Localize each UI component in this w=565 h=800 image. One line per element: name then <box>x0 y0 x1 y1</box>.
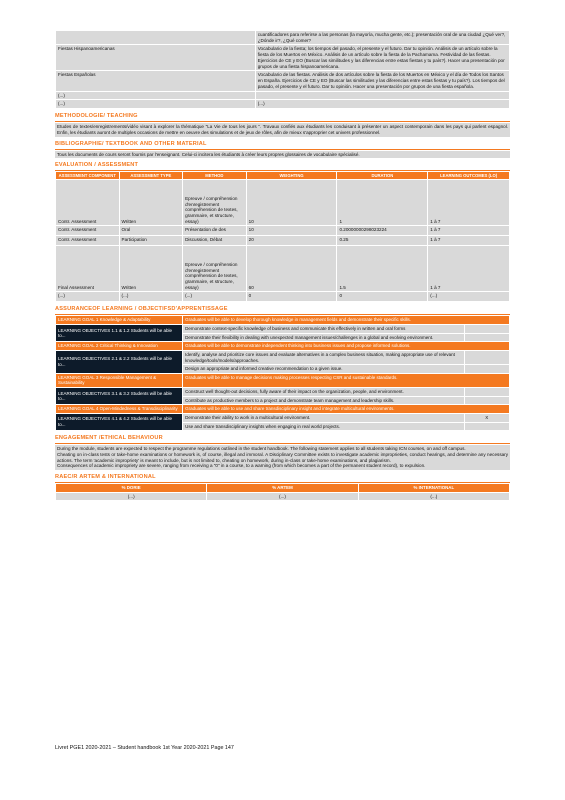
goal-row <box>56 342 510 351</box>
objective-item: Demonstrate their flexibility in dealing with unexpected management issues/challenges in a global and evolving environment. <box>183 333 464 342</box>
content-topic: Fiestas Españolas <box>56 71 256 91</box>
rac-header-international: % INTERNATIONAL <box>358 484 509 493</box>
eval-cell-method: Discussion, Débat <box>183 236 247 246</box>
content-description: Vocabulario de la fiesta; los tiempos del pasado, el presente y el futuro. Dar tu opinión. Análisis de un artículo sobre la fiesta de los Muertos en México. Análisis de un artículo sobre la fiesta de la Pachamama. Festividad de las fiestas. Ejercicios de CE y EO (Buscar las similitudes y las diferencias entre estas fiestas y tu país?). Hacer una presentación por grupos de una fiesta hispanoamericana. <box>255 45 509 71</box>
evaluation-table <box>55 171 510 302</box>
eval-cell-lo: 1 à 7 <box>428 246 510 292</box>
methodology-text: Etudes de textes/enregistrements/vidéo visant à explorer la thématique "La Vie de tous les jours ". Travaux confiés aux étudiants les conduisant à présenter un aspect contemporain dans les pays qui parlent espagnol. Enfin, les étudiants auront de multiples occasions de mettre en oeuvre des simulations et de jeux de rôles, afin de mieux s'approprier cet univers professionnel. <box>57 124 508 135</box>
eval-cell-duration: 1.5 <box>337 246 428 292</box>
content-topic: (...) <box>56 91 256 100</box>
objective-item: Design an appropriate and informed creative recommendation to a given issue. <box>183 365 464 374</box>
eval-row <box>56 292 510 302</box>
content-row <box>56 31 510 45</box>
eval-cell-type: (...) <box>119 292 183 302</box>
goal-text: Graduates will be able to develop thorough knowledge in management fields and demonstrate their specific skills. <box>183 316 510 325</box>
eval-row <box>56 236 510 246</box>
page-footer: Livret PGE1 2020-2021 – Student handbook 1st Year 2020-2021 Page 147 <box>55 745 234 751</box>
objective-mark <box>464 396 509 405</box>
eval-cell-weight: 60 <box>246 246 337 292</box>
content-topic: (...) <box>56 100 256 109</box>
goal-row <box>56 316 510 325</box>
objective-mark <box>464 388 509 397</box>
learning-goals-table <box>55 315 510 431</box>
content-description <box>255 91 509 100</box>
eval-cell-duration: 0.25 <box>337 236 428 246</box>
eval-header: LEARNING OUTCOMES (LO) <box>428 172 510 180</box>
content-row <box>56 100 510 109</box>
eval-header: WEIGHTING <box>246 172 337 180</box>
engagement-paragraph: During the module, students are expected to respect the programme regulations outlined in the student handbook. The following statement applies to all students taking ICN courses, on and off campus. <box>57 446 466 452</box>
objective-item: Use and share transdisciplinary insights when engaging in real world projects. <box>183 422 464 431</box>
objective-item: Demonstrate context-specific knowledge of business and communicate this effectively in written and oral forms <box>183 325 464 334</box>
methodology-heading: METHODOLOGIE/ TEACHING <box>55 112 510 122</box>
eval-cell-duration: 0.20000000298023224 <box>337 226 428 236</box>
engagement-paragraph: Consequences of academic impropriety are severe, ranging from receiving a "0" in a course, to a warning (from which becomes a part of the permanent student record), to expulsion. <box>57 463 426 469</box>
eval-cell-duration: 0 <box>337 292 428 302</box>
rac-cell: (...) <box>56 492 207 501</box>
rac-header-artem: % ARTEM <box>207 484 358 493</box>
objective-mark <box>464 422 509 431</box>
eval-cell-type: Written <box>119 180 183 226</box>
content-description: Vocabulario de las fiestas. Análisis de dos artículos sobre la fiesta de los Muertos en México y el día de Todos los Santos en España. Ejercicios de CE y EO (Buscar las similitudes y las diferencias entre estas fiestas y tu país?). Los tiempos del pasado, el presente y el futuro. Dar tu opinión. Hacer una presentación por grupos de una fiesta española. <box>255 71 509 91</box>
content-description: (...) <box>255 100 509 109</box>
eval-cell-component: (...) <box>56 292 120 302</box>
eval-cell-component: Contr. Assessment <box>56 236 120 246</box>
bibliography-text: Tous les documents de cours seront fournis par l'enseignant. Celui-ci incitera les étudiants à créer leurs propres glossaires de vocabulaire spécialisé. <box>55 151 510 159</box>
bibliography-heading: BIBLIOGRAPHIE/ TEXTBOOK AND OTHER MATERIAL <box>55 140 510 150</box>
eval-header: ASSESSMENT COMPONENT <box>56 172 120 180</box>
rac-cell: (...) <box>207 492 358 501</box>
engagement-paragraph: Cheating on in-class tests or take-home examinations or homework is, of course, illegal and immoral. A Disciplinary Committee exists to investigate academic improprieties, conduct hearings, and determine any necessary actions. The term 'academic impropriety' is meant to include, but is not limited to, cheating on homework, during in-class or take-home examinations, and plagiarism. <box>57 451 508 463</box>
content-description: cuantificadores para referirse a las personas (la mayoría, mucha gente, etc.); presentación oral de una ciudad ¿Qué ver?, ¿Dónde ir?, ¿Qué comer? <box>255 31 509 45</box>
goal-row <box>56 405 510 414</box>
objective-mark: X <box>464 413 509 422</box>
rac-header-dorie: % DORIE <box>56 484 207 493</box>
engagement-text <box>55 445 510 470</box>
eval-row <box>56 180 510 226</box>
content-row <box>56 91 510 100</box>
objective-mark <box>464 325 509 334</box>
eval-cell-lo: 1 à 7 <box>428 226 510 236</box>
eval-cell-type: Oral <box>119 226 183 236</box>
eval-cell-component: Contr. Assessment <box>56 180 120 226</box>
eval-cell-duration: 1 <box>337 180 428 226</box>
eval-cell-type: Written <box>119 246 183 292</box>
eval-cell-component: Final Assessment <box>56 246 120 292</box>
eval-cell-weight: 10 <box>246 226 337 236</box>
eval-header: METHOD <box>183 172 247 180</box>
objective-item: Contribute as productive members to a project and demonstrate team management and leadership skills. <box>183 396 464 405</box>
eval-cell-weight: 0 <box>246 292 337 302</box>
evaluation-heading: EVALUATION / ASSESSMENT <box>55 161 510 171</box>
objective-mark <box>464 333 509 342</box>
goal-row <box>56 373 510 387</box>
racartem-table <box>55 483 510 501</box>
objective-label: LEARNING OBJECTIVES 4.1 & 4.2 Students will be able to... <box>56 413 183 430</box>
eval-cell-method: Epreuve / compréhension d'enregistrement compréhension de textes, grammaire, et structure, essay) <box>183 180 247 226</box>
goal-text: Graduates will be able to manage decisions making processes respecting CSR and sustainable standards. <box>183 373 510 387</box>
rac-cell: (...) <box>358 492 509 501</box>
objective-row <box>56 350 510 364</box>
eval-row <box>56 246 510 292</box>
eval-cell-component: Contr. Assessment <box>56 226 120 236</box>
page <box>55 30 510 501</box>
objective-mark <box>464 365 509 374</box>
content-topic: Fiestas Hispanoamericanas <box>56 45 256 71</box>
eval-cell-lo: 1 à 7 <box>428 180 510 226</box>
goal-text: Graduates will be able to demonstrate independent thinking into business issues and propose informed solutions. <box>183 342 510 351</box>
eval-cell-method: Epreuve / compréhension d'enregistrement compréhension de textes, grammaire, et structure, essay) <box>183 246 247 292</box>
eval-cell-method: (...) <box>183 292 247 302</box>
engagement-heading: ENGAGEMENT /ETHICAL BEHAVIOUR <box>55 434 510 444</box>
objective-row <box>56 388 510 397</box>
content-row <box>56 71 510 91</box>
content-row <box>56 45 510 71</box>
eval-cell-weight: 20 <box>246 236 337 246</box>
goal-label: LEARNING GOAL 3 Responsible Management & Sustainability <box>56 373 183 387</box>
eval-cell-method: Présentation de des <box>183 226 247 236</box>
objective-item: Identify, analyse and prioritize core issues and evaluate alternatives in a complex business situation, making appropriate use of relevant knowledge/tools/models/approaches. <box>183 350 464 364</box>
content-topic <box>56 31 256 45</box>
course-content-table <box>55 30 510 109</box>
goal-label: LEARNING GOAL 2 Critical Thinking & Innovation <box>56 342 183 351</box>
objective-row <box>56 413 510 422</box>
eval-cell-type: Participation <box>119 236 183 246</box>
eval-cell-lo: 1 à 7 <box>428 236 510 246</box>
objective-row <box>56 325 510 334</box>
eval-cell-weight: 10 <box>246 180 337 226</box>
racartem-heading: RAEC/R ARTEM & INTERNATIONAL <box>55 473 510 483</box>
objective-item: Construct well thought-out decisions, fully aware of their impact on the organization, people, and environment. <box>183 388 464 397</box>
eval-header: ASSESSMENT TYPE <box>119 172 183 180</box>
goal-label: LEARNING GOAL 4 Open-Mindedness & Transdisciplinarity <box>56 405 183 414</box>
objective-item: Demonstrate their ability to work in a multicultural environment. <box>183 413 464 422</box>
eval-header: DURATION <box>337 172 428 180</box>
assurance-heading: ASSURANCEOF LEARNING / OBJECTIFSD'APPRENTISSAGE <box>55 305 510 315</box>
objective-label: LEARNING OBJECTIVES 3.1 & 3.2 Students will be able to... <box>56 388 183 405</box>
goal-text: Graduates will be able to use and share transdisciplinary insight and integrate multicultural environments. <box>183 405 510 414</box>
eval-row <box>56 226 510 236</box>
objective-label: LEARNING OBJECTIVES 1.1 & 1.2 Students will be able to... <box>56 325 183 342</box>
objective-label: LEARNING OBJECTIVES 2.1 & 2.2 Students will be able to... <box>56 350 183 373</box>
eval-cell-lo: (...) <box>428 292 510 302</box>
goal-label: LEARNING GOAL 1 Knowledge & Adaptability <box>56 316 183 325</box>
objective-mark <box>464 350 509 364</box>
